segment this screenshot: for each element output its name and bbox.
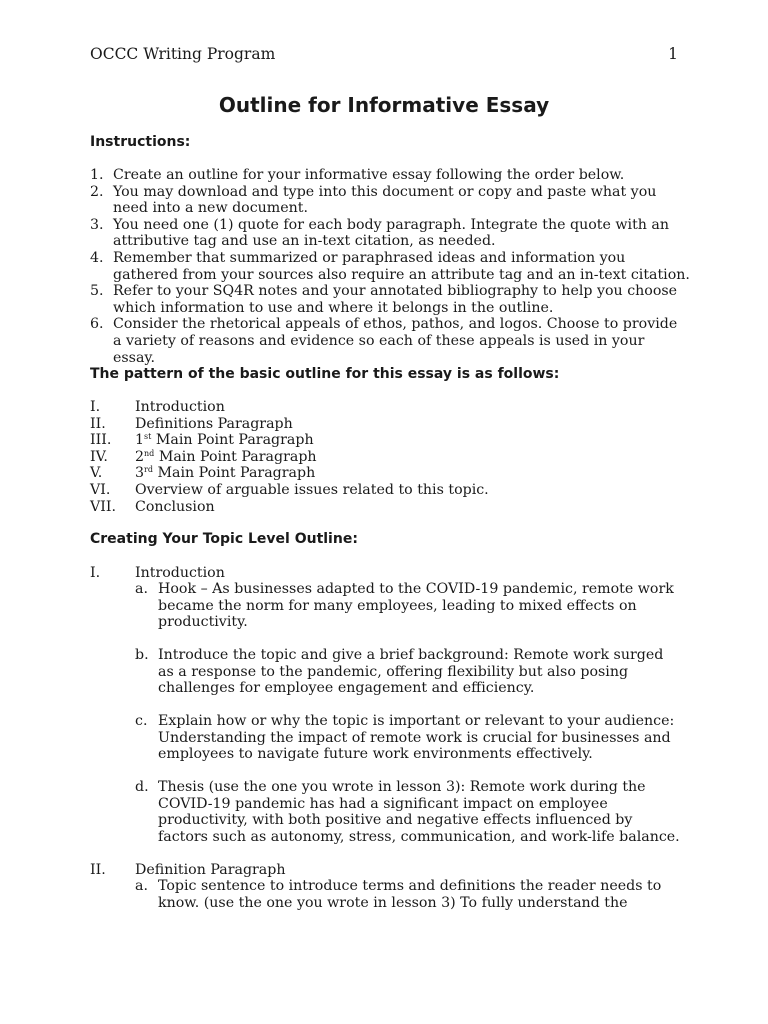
list-item: VI. Overview of arguable issues related to this topic. (90, 481, 489, 498)
list-item: I. Introduction (90, 399, 225, 415)
program-name: OCCC Writing Program (90, 45, 276, 63)
outline-subpoint: a. Topic sentence to introduce terms and definitions the reader needs to know. (use the one you wrote in lesson 3) To fully understand the (135, 878, 662, 911)
pattern-list (90, 399, 690, 515)
list-item: 2. You may download and type into this document or copy and paste what you need into a new document. (90, 183, 657, 217)
list-item: 5. Refer to your SQ4R notes and your annotated bibliography to help you choose which information to use and where it belongs in the outline. (90, 283, 678, 316)
list-item: IV. 2nd Main Point Paragraph (90, 448, 317, 465)
outline-subpoint: d. Thesis (use the one you wrote in lesson 3): Remote work during the COVID-19 pandemic has had a significant impact on employee productivity, with both positive and negative effects influenced by factors such as autonomy, stress, communication, and work-life balance. (135, 779, 680, 845)
page-number: 1 (668, 45, 678, 63)
outline-subpoint: c. Explain how or why the topic is important or relevant to your audience: Understanding the impact of remote work is crucial for businesses and employees to navigate future work environments effectively. (135, 713, 675, 763)
list-item: 3. You need one (1) quote for each body paragraph. Integrate the quote with an attributive tag and use an in-text citation, as needed. (90, 216, 670, 250)
document-title: Outline for Informative Essay (218, 93, 550, 117)
list-item: 4. Remember that summarized or paraphrased ideas and information you gathered from your sources also require an attribute tag and an in-text citation. (90, 249, 690, 283)
instructions-list (90, 167, 690, 366)
page-header (90, 46, 678, 64)
list-item: VII. Conclusion (90, 498, 215, 515)
list-item: 6. Consider the rhetorical appeals of ethos, pathos, and logos. Choose to provide a variety of reasons and evidence so each of these appeals is used in your essay. (90, 316, 678, 366)
list-item: 1. Create an outline for your informative essay following the order below. (90, 167, 625, 183)
list-item: II. Definitions Paragraph (90, 415, 293, 432)
list-item: III. 1st Main Point Paragraph (90, 432, 314, 449)
instructions-heading: Instructions: (90, 134, 191, 150)
outline-subpoint: b. Introduce the topic and give a brief background: Remote work surged as a response to the pandemic, offering flexibility but also posing challenges for employee engagement and efficiency. (135, 647, 664, 697)
topic-outline-heading: Creating Your Topic Level Outline: (90, 531, 358, 547)
list-item: V. 3rd Main Point Paragraph (90, 465, 316, 482)
outline-subpoint: a. Hook – As businesses adapted to the COVID-19 pandemic, remote work became the norm for many employees, leading to mixed effects on productivity. (135, 581, 674, 631)
pattern-heading: The pattern of the basic outline for this essay is as follows: (90, 366, 560, 382)
document-page: OCCC Writing Program 1 Outline for Informative Essay Instructions: 1. Create an outline for your informative essay following the order below. 2. You may download and type into this document or copy and paste what you need into a new document. 3. You need one (1) quote for each body paragraph. Integrate the quote with an attributive tag and use an in-text citation, as needed. 4. Remember that summarized or paraphrased ideas and information you gathered from your sources also require an attribute tag and an in-text citation. 5. Refer to your SQ4R notes and your annotated bibliography to help you choose which information to use and where it belongs in the outline. 6. Consider the rhetorical appeals of ethos, pathos, and logos. Choose to provide a variety of reasons and evidence so each of these appeals is used in your essay. The pattern of the basic outline for this essay is as follows: I. Introduction II. Definitions Paragraph III. 1st Main Point Paragraph IV. 2nd Main Point Paragraph V. 3rd Main Point Paragraph VI. Overview of arguable issues related to this topic. VII. Conclusion Creating Your Topic Level Outline: I. Introduction a. Hook – As businesses adapted to the COVID-19 pandemic, remote work became the norm for many employees, leading to mixed effects on productivity. b. Introduce the topic and give a brief background: Remote work surged as a response to the pandemic, offering flexibility but also posing challenges for employee engagement and efficiency. c. Explain how or why the topic is important or relevant to your audience: Understanding the impact of remote work is crucial for businesses and employees to navigate future work environments effectively. d. Thesis (use the one you wrote in lesson 3): Remote work during the COVID-19 pandemic has had a significant impact on employee productivity, with both positive and negative effects influenced by factors such as autonomy, stress, communication, and work-life balance. II. Definition Paragraph a. Topic sentence to introduce terms and definitions the reader needs to know. (use the one you wrote in lesson 3) To fully understand the (0, 0, 768, 1024)
